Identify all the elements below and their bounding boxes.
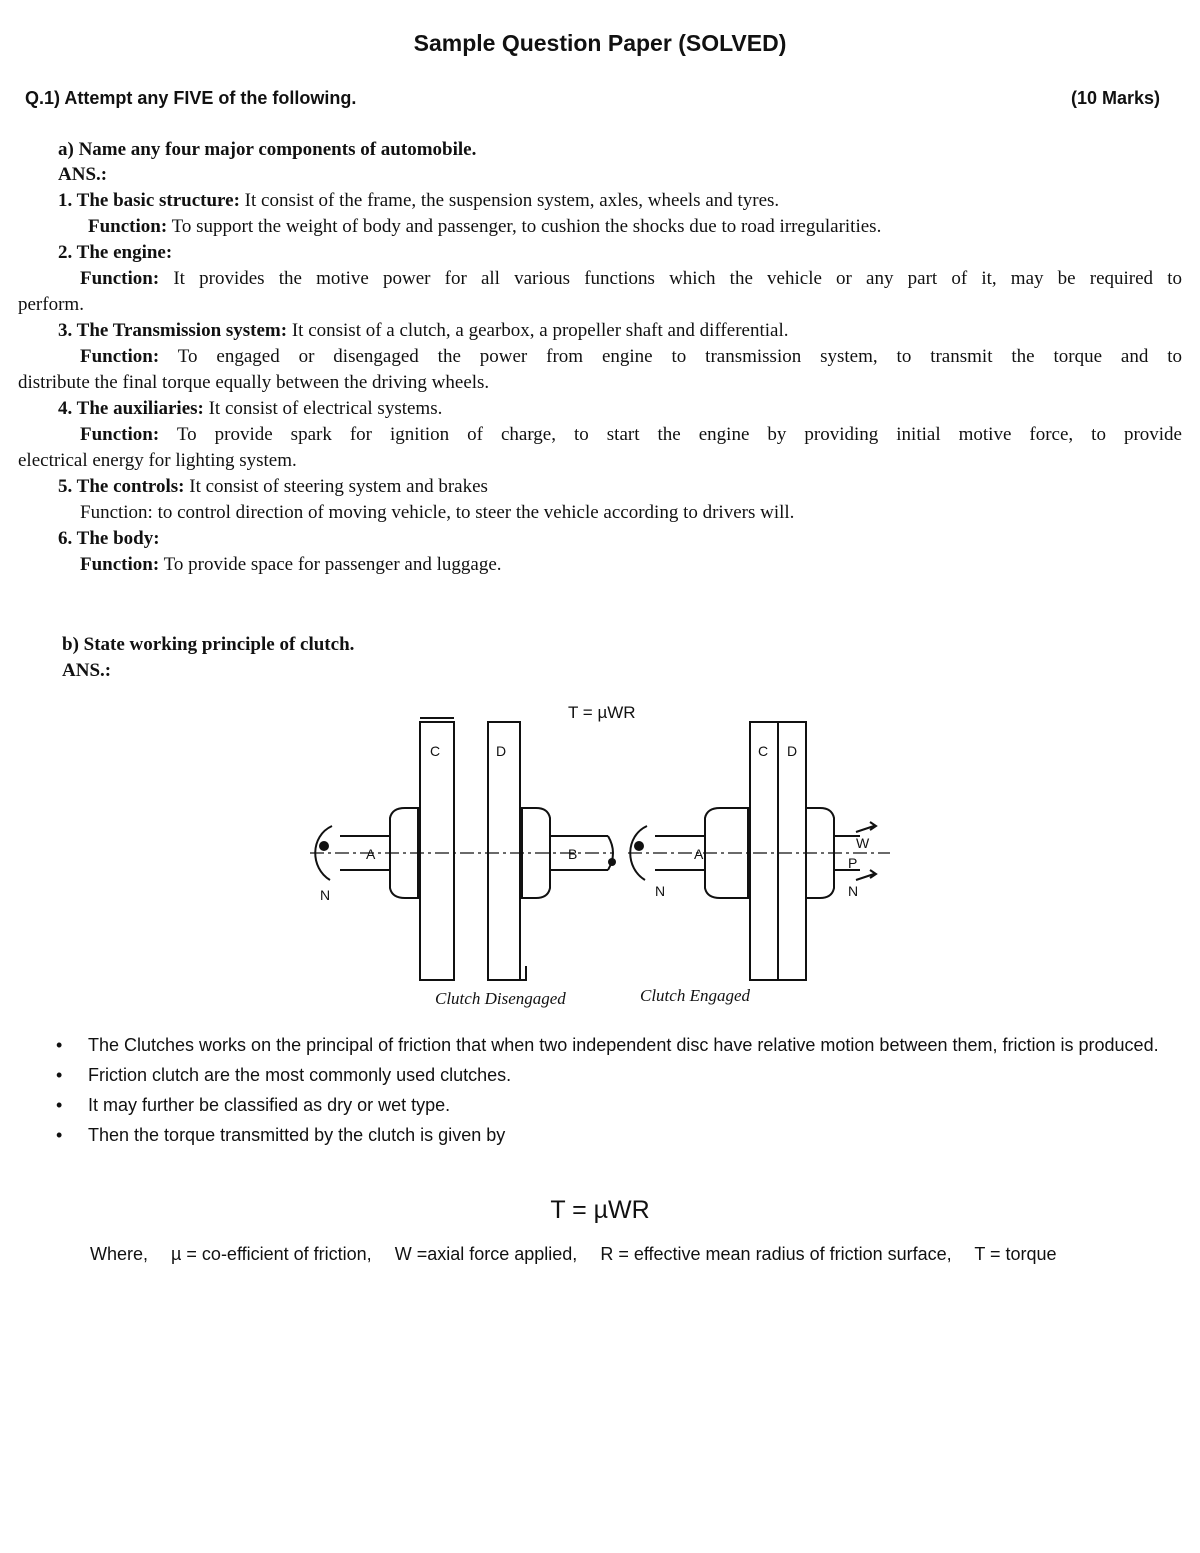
list-item: • Friction clutch are the most commonly used clutches. [50, 1060, 1185, 1090]
clutch-diagram [300, 696, 900, 1016]
list-item: • The Clutches works on the principal of friction that when two independent disc have relative motion between them, friction is produced. [50, 1030, 1185, 1060]
item-3-desc: It consist of a clutch, a gearbox, a propeller shaft and differential. [287, 320, 789, 341]
label-d-engaged: D [787, 743, 798, 759]
list-item: • Then the torque transmitted by the clutch is given by [50, 1120, 1185, 1150]
torque-formula: T = µWR [550, 1196, 650, 1224]
page-title: Sample Question Paper (SOLVED) [413, 30, 787, 56]
function-label: Function: [80, 346, 160, 367]
item-1-term: 1. The basic structure: [58, 190, 240, 211]
question-heading: Q.1) Attempt any FIVE of the following. [25, 88, 357, 108]
where-r: R = effective mean radius of friction surface, [600, 1244, 952, 1264]
item-4-term: 4. The auxiliaries: [58, 398, 204, 419]
function-text: To provide space for passenger and luggage. [159, 554, 502, 575]
item-1-function [88, 214, 881, 240]
question-marks: (10 Marks) [1070, 88, 1160, 108]
label-n-engaged: N [655, 883, 666, 899]
function-text: To provide spark for ignition of charge, to start the engine by providing initial motive force, to provide [159, 424, 1182, 445]
label-d-disengaged: D [496, 743, 507, 759]
list-item: • It may further be classified as dry or wet type. [50, 1090, 1185, 1120]
item-4-function [80, 422, 1182, 448]
function-label: Function: [80, 424, 160, 445]
function-label: Function: [88, 216, 168, 237]
where-mu: µ = co-efficient of friction, [171, 1244, 372, 1264]
where-w: W =axial force applied, [394, 1244, 578, 1264]
item-4-desc: It consist of electrical systems. [203, 398, 443, 419]
formula-legend [90, 1244, 1075, 1265]
part-a-ans-label: ANS.: [58, 164, 108, 185]
item-5-function: Function: to control direction of moving vehicle, to steer the vehicle according to drivers will. [80, 502, 795, 523]
item-6-term: 6. The body: [58, 528, 160, 549]
item-3-function-cont: distribute the final torque equally between the driving wheels. [18, 372, 490, 393]
label-a-engaged: A [694, 846, 704, 862]
item-1-desc: It consist of the frame, the suspension system, axles, wheels and tyres. [239, 190, 780, 211]
item-5-term: 5. The controls: [58, 476, 185, 497]
caption-engaged: Clutch Engaged [640, 986, 751, 1005]
function-text: To support the weight of body and passenger, to cushion the shocks due to road irregularities. [167, 216, 882, 237]
item-2-term: 2. The engine: [58, 242, 173, 263]
function-text: It provides the motive power for all various functions which the vehicle or any part of it, may be required to [159, 268, 1182, 289]
part-a-question: a) Name any four major components of automobile. [58, 139, 477, 160]
label-a-disengaged: A [366, 846, 376, 862]
label-w-engaged: W [856, 835, 870, 851]
item-5-line [58, 474, 488, 500]
item-6-function [80, 552, 502, 578]
label-n-disengaged: N [320, 887, 331, 903]
item-4-function-cont: electrical energy for lighting system. [18, 450, 297, 471]
label-c-engaged: C [758, 743, 769, 759]
label-n-right-engaged: N [848, 883, 859, 899]
formula-label: T = µWR [568, 703, 636, 722]
item-3-function [80, 344, 1182, 370]
label-c-disengaged: C [430, 743, 441, 759]
function-label: Function: [80, 554, 160, 575]
principle-bullet-list [50, 1030, 1185, 1150]
function-text: To engaged or disengaged the power from engine to transmission system, to transmit the torque and to [159, 346, 1182, 367]
item-3-term: 3. The Transmission system: [58, 320, 288, 341]
label-b-disengaged: B [568, 846, 578, 862]
item-5-desc: It consist of steering system and brakes [184, 476, 488, 497]
item-2-function [80, 266, 1182, 292]
caption-disengaged: Clutch Disengaged [435, 989, 566, 1008]
where-label: Where, [90, 1244, 149, 1264]
label-p-engaged: P [848, 855, 858, 871]
item-1-line [58, 188, 779, 214]
part-b-question: b) State working principle of clutch. [62, 634, 355, 655]
part-b-ans-label: ANS.: [62, 660, 112, 681]
function-label: Function: [80, 268, 160, 289]
item-2-function-cont: perform. [18, 294, 84, 315]
item-4-line [58, 396, 442, 422]
item-3-line [58, 318, 788, 344]
where-t: T = torque [974, 1244, 1057, 1264]
